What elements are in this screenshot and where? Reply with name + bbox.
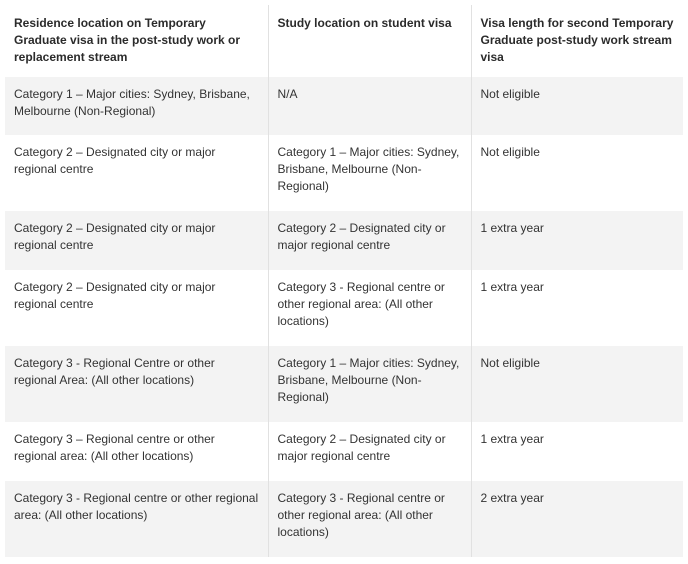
cell-residence-location: Category 2 – Designated city or major regional centre [5,211,268,270]
cell-visa-length: 1 extra year [471,422,683,481]
cell-study-location: Category 2 – Designated city or major regional centre [268,422,471,481]
cell-study-location: N/A [268,77,471,135]
cell-visa-length: Not eligible [471,77,683,135]
table-row [5,135,683,211]
cell-visa-length: 1 extra year [471,270,683,346]
cell-visa-length: 2 extra year [471,481,683,557]
table-row [5,211,683,270]
table-row [5,77,683,135]
cell-residence-location: Category 3 - Regional centre or other regional area: (All other locations) [5,481,268,557]
cell-visa-length: Not eligible [471,346,683,422]
visa-eligibility-table [5,5,683,557]
header-row [5,5,683,77]
table-row [5,422,683,481]
cell-study-location: Category 3 - Regional centre or other regional area: (All other locations) [268,481,471,557]
table-row [5,270,683,346]
cell-study-location: Category 2 – Designated city or major regional centre [268,211,471,270]
table-row [5,481,683,557]
cell-study-location: Category 1 – Major cities: Sydney, Brisbane, Melbourne (Non-Regional) [268,346,471,422]
header-visa-length: Visa length for second Temporary Graduate post-study work stream visa [471,5,683,77]
cell-residence-location: Category 3 - Regional Centre or other regional Area: (All other locations) [5,346,268,422]
table-body [5,77,683,557]
table-header [5,5,683,77]
cell-study-location: Category 3 - Regional centre or other regional area: (All other locations) [268,270,471,346]
cell-residence-location: Category 2 – Designated city or major regional centre [5,270,268,346]
cell-visa-length: Not eligible [471,135,683,211]
cell-residence-location: Category 3 – Regional centre or other regional area: (All other locations) [5,422,268,481]
cell-study-location: Category 1 – Major cities: Sydney, Brisbane, Melbourne (Non-Regional) [268,135,471,211]
cell-residence-location: Category 1 – Major cities: Sydney, Brisbane, Melbourne (Non-Regional) [5,77,268,135]
cell-residence-location: Category 2 – Designated city or major regional centre [5,135,268,211]
header-study-location: Study location on student visa [268,5,471,77]
table-row [5,346,683,422]
header-residence-location: Residence location on Temporary Graduate visa in the post-study work or replacement stream [5,5,268,77]
cell-visa-length: 1 extra year [471,211,683,270]
visa-table-container [5,5,683,557]
